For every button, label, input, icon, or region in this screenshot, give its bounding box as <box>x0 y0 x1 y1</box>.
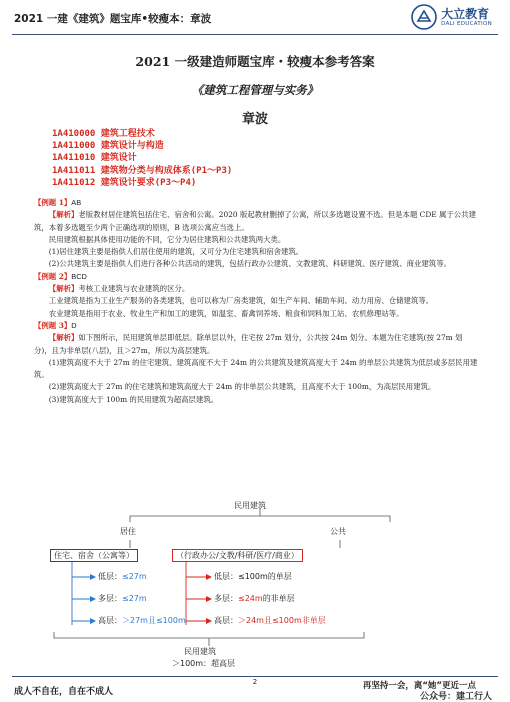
logo-icon <box>411 4 437 30</box>
paragraph: (3)建筑高度大于 100m 的民用建筑为超高层建筑。 <box>48 394 219 404</box>
residential-box: 住宅、宿舍（公寓等） <box>50 549 138 562</box>
example-tag: 【例题 3】 <box>34 320 72 330</box>
header-title: 2021 一建《建筑》题宝库•较瘦本：章波 <box>14 13 212 25</box>
diagram-connectors <box>34 498 474 670</box>
outline-item: 1A411011 建筑物分类与构成体系(P1～P3) <box>52 165 233 176</box>
analysis-text: 老版教材居住建筑包括住宅、宿舍和公寓。2020 版起教材删掉了公寓，所以多选题设置不选。但是本题 CDE 属于公共建筑，本着多选题至少两个正确选项的原则，B 选项公寓应当选上。 <box>34 210 476 232</box>
residential-low: 低层：≤27m <box>98 572 147 581</box>
main-title: 2021 一级建造师题宝库・较瘦本参考答案 <box>135 54 375 69</box>
analysis-tag: 【解析】 <box>48 284 79 294</box>
paragraph: 农业建筑是指用于农业、牧业生产和加工的建筑，如温室、畜禽饲养场、粮食和饲料加工站、农机修理站等。 <box>48 308 404 318</box>
residential-mid: 多层：≤27m <box>98 594 147 603</box>
public-high: 高层：＞24m且≤100m非单层 <box>214 616 326 625</box>
diagram-right-branch: 公共 <box>330 527 346 536</box>
answer-value: AB <box>71 198 82 207</box>
analysis-tag: 【解析】 <box>48 210 79 220</box>
logo-text-cn: 大立教育 <box>441 7 490 21</box>
paragraph: (2)公共建筑主要是指供人们进行各种公共活动的建筑，包括行政办公建筑、文教建筑、科研建筑、医疗建筑、商业建筑等。 <box>48 259 451 269</box>
example-1-analysis <box>34 209 480 234</box>
residential-high: 高层：＞27m且≤100m <box>98 616 186 625</box>
answer-value: BCD <box>71 271 87 281</box>
header-divider <box>12 34 498 35</box>
page-number: 2 <box>252 678 258 686</box>
example-2-answer <box>34 271 480 283</box>
classification-diagram <box>34 498 474 670</box>
answer-value: D <box>71 320 77 330</box>
public-low: 低层：≤100m的单层 <box>214 572 292 581</box>
paragraph: 民用建筑根据具体使用功能的不同，它分为居住建筑和公共建筑两大类。 <box>48 234 286 244</box>
subject-title: 《建筑工程管理与实务》 <box>191 83 319 97</box>
outline-item: 1A411010 建筑设计 <box>52 153 137 164</box>
logo <box>411 4 492 30</box>
page-header <box>0 0 510 36</box>
example-3-analysis <box>34 332 480 357</box>
diagram-left-branch: 居住 <box>120 527 136 536</box>
public-mid: 多层：≤24m的非单层 <box>214 594 295 603</box>
answer-body <box>34 197 480 406</box>
example-tag: 【例题 2】 <box>34 271 72 281</box>
logo-text-en: DALI EDUCATION <box>441 21 492 27</box>
author-title: 章波 <box>241 112 268 127</box>
outline-item: 1A411000 建筑设计与构造 <box>52 141 164 152</box>
example-3-answer <box>34 320 480 332</box>
footer-watermark: 公众号：建工行人 <box>419 692 492 702</box>
paragraph: (1)建筑高度不大于 27m 的住宅建筑、建筑高度不大于 24m 的公共建筑及建筑高度大于 24m 的单层公共建筑为低层或多层民用建筑。 <box>34 357 478 380</box>
superhigh-label: ＞100m：超高层 <box>172 659 236 668</box>
example-2-analysis <box>34 283 480 295</box>
analysis-tag: 【解析】 <box>48 333 79 343</box>
footer-left-slogan: 成人不自在，自在不成人 <box>14 687 114 697</box>
paragraph: (1)居住建筑主要是指供人们居住使用的建筑，又可分为住宅建筑和宿舍建筑。 <box>48 247 304 257</box>
analysis-text: 如下图所示，民用建筑单层即低层。除单层以外，住宅按 27m 划分，公共按 24m 划分。本题为住宅建筑(按 27m 划分)，且为非单层(八层)，且＞27m，所以为高层建筑。 <box>34 333 463 355</box>
bottom-label: 民用建筑 <box>184 647 216 656</box>
outline-item: 1A410000 建筑工程技术 <box>52 129 155 139</box>
diagram-root-label: 民用建筑 <box>234 501 266 510</box>
chapter-outline <box>52 128 232 189</box>
paragraph: 工业建筑是指为工业生产服务的各类建筑，也可以称为厂房类建筑，如生产车间、辅助车间、动力用房、仓储建筑等。 <box>48 296 434 306</box>
outline-item: 1A411012 建筑设计要求(P3～P4) <box>52 177 197 188</box>
example-1-answer <box>34 197 480 209</box>
example-tag: 【例题 1】 <box>34 198 72 207</box>
bottom-brace <box>54 632 364 646</box>
footer-right-slogan: 再坚持一会，离“她”更近一点 <box>362 681 476 691</box>
public-box: （行政办公/文教/科研/医疗/商业） <box>172 549 303 562</box>
paragraph: (2)建筑高度大于 27m 的住宅建筑和建筑高度大于 24m 的非单层公共建筑，且高度不大于 100m，为高层民用建筑。 <box>48 382 436 392</box>
footer-divider <box>12 676 498 677</box>
analysis-text: 考核工业建筑与农业建筑的区分。 <box>78 284 190 294</box>
